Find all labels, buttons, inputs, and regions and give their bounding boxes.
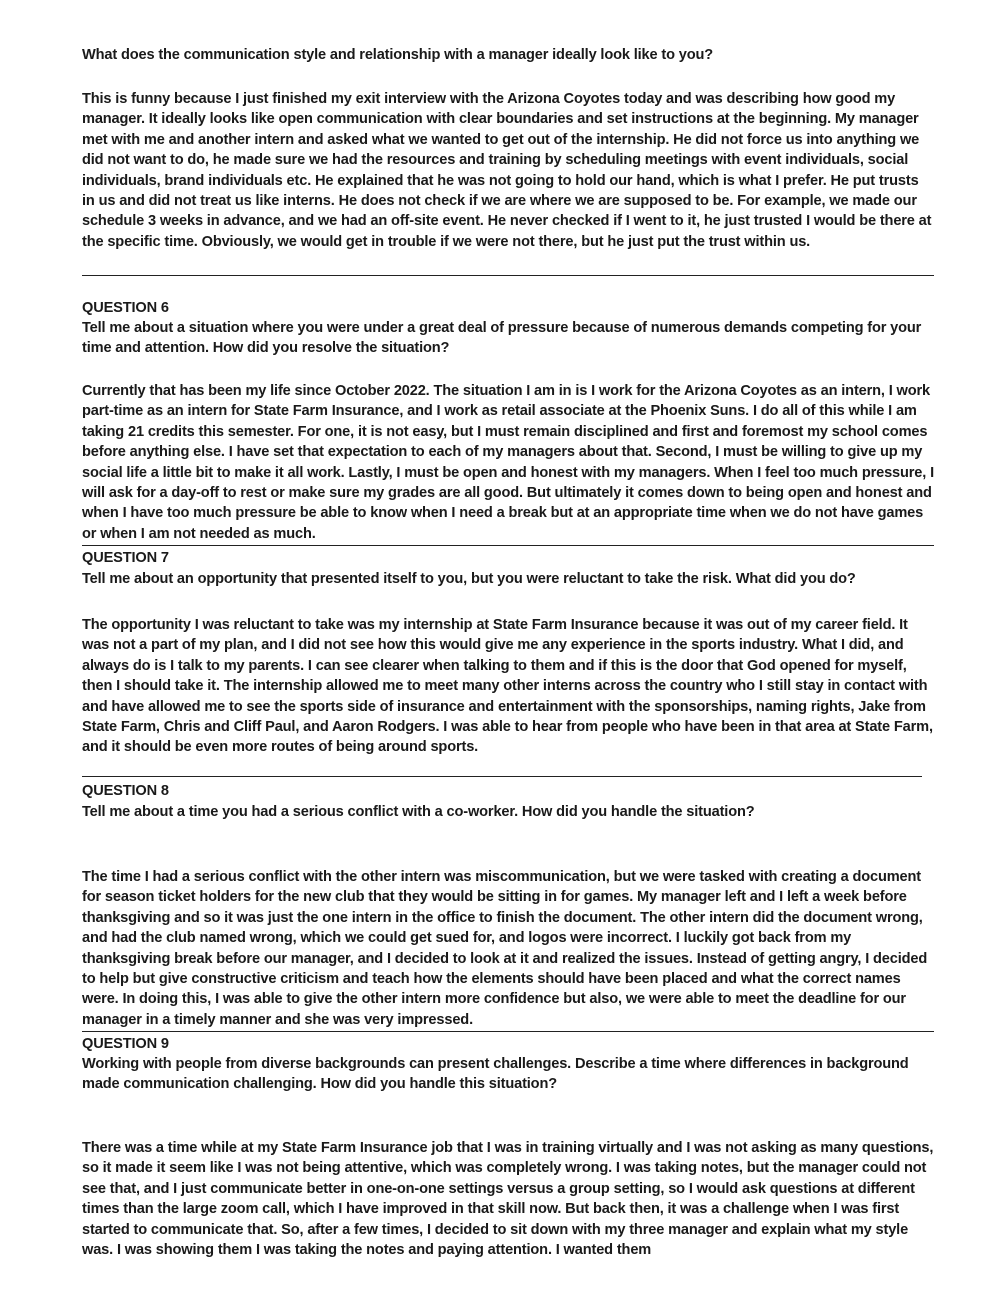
question-7-text: Tell me about an opportunity that presented itself to you, but you were reluctant to take the risk. What did you do? <box>82 571 856 587</box>
section-divider <box>82 275 934 276</box>
question-8-text: Tell me about a time you had a serious conflict with a co-worker. How did you handle the situation? <box>82 804 755 820</box>
section-divider <box>82 776 922 777</box>
question-8-answer: The time I had a serious conflict with the other intern was miscommunication, but we were tasked with creating a document for season ticket holders for the new club that they would be sitting in for games. My manager left and I left a week before thanksgiving and so it was just the one intern in the office to finish the document. The other intern did the document wrong, and had the club named wrong, which we could get sued for, and logos were incorrect. I luckily got back from my thanksgiving break before our manager, and I decided to look at it and realized the issues. Instead of getting angry, I decided to help but give constructive criticism and teach how the elements should have been placed and what the correct names were. In doing this, I was able to give the other intern more confidence but also, we were able to meet the deadline for our manager in a timely manner and she was very impressed. <box>82 869 928 1028</box>
question-9-text: Working with people from diverse backgrounds can present challenges. Describe a time where differences in background made communication challenging. How did you handle this situation? <box>82 1056 909 1093</box>
question-6-text: Tell me about a situation where you were under a great deal of pressure because of numerous demands competing for your time and attention. How did you resolve the situation? <box>82 320 922 357</box>
question-7-heading: QUESTION 7 <box>82 550 169 566</box>
question-9-answer: There was a time while at my State Farm Insurance job that I was in training virtually and I was not asking as many questions, so it made it seem like I was not being attentive, which was completely wrong. I was taking notes, but the manager could not see that, and I just communicate better in one-on-one settings versus a group setting, so I would ask questions at different times than the large zoom call, which I have improved in that skill now. But back then, it was a challenge when I was first started to communicate that. So, after a few times, I decided to sit down with my three manager and explain what my style was. I was showing them I was taking the notes and paying attention. I wanted them <box>82 1140 934 1259</box>
question-7-answer: The opportunity I was reluctant to take was my internship at State Farm Insurance because it was out of my career field. It was not a part of my plan, and I did not see how this would give me any experience in the sports industry. What I did, and always do is I talk to my parents. I can see clearer when talking to them and if this is the door that God opened for myself, then I should take it. The internship allowed me to meet many other interns across the country who I still stay in contact with and have allowed me to see the sports side of insurance and entertainment with the sponsorships, naming rights, Jake from State Farm, Chris and Cliff Paul, and Aaron Rodgers. I was able to hear from people who have been in that area at State Farm, and it should be even more routes of being around sports. <box>82 617 933 756</box>
intro-answer: This is funny because I just finished my exit interview with the Arizona Coyotes today and was describing how good my manager. It ideally looks like open communication with clear boundaries and set instructions at the beginning. My manager met with me and another intern and asked what we wanted to get out of the internship. He did not force us into anything we did not want to do, he made sure we had the resources and training by scheduling meetings with event individuals, social individuals, brand individuals etc. He explained that he was not going to hold our hand, which is what I prefer. He put trusts in us and did not treat us like interns. He does not check if we are where we are supposed to be. For example, we made our schedule 3 weeks in advance, and we had an off-site event. He never checked if I went to it, he just trusted I would be there at the specific time. Obviously, we would get in trouble if we were not there, but he just put the trust within us. <box>82 91 932 250</box>
question-8-heading: QUESTION 8 <box>82 783 169 799</box>
intro-question: What does the communication style and relationship with a manager ideally look like to you? <box>82 47 714 63</box>
question-9-heading: QUESTION 9 <box>82 1036 169 1052</box>
question-6-answer: Currently that has been my life since October 2022. The situation I am in is I work for the Arizona Coyotes as an intern, I work part-time as an intern for State Farm Insurance, and I work as retail associate at the Phoenix Suns. I do all of this while I am taking 21 credits this semester. For one, it is not easy, but I must remain disciplined and first and foremost my school comes before anything else. I have set that expectation to each of my managers about that. Second, I must be willing to give up my social life a little bit to make it all work. Lastly, I must be open and honest with my managers. When I feel too much pressure, I will ask for a day-off to rest or make sure my grades are all good. But ultimately it comes down to being open and honest and when I have too much pressure be able to know when I need a break but at an appropriate time when we do not have games or when I am not needed as much. <box>82 383 934 542</box>
question-6-heading: QUESTION 6 <box>82 300 169 316</box>
section-divider <box>82 1031 934 1032</box>
section-divider <box>82 545 934 546</box>
